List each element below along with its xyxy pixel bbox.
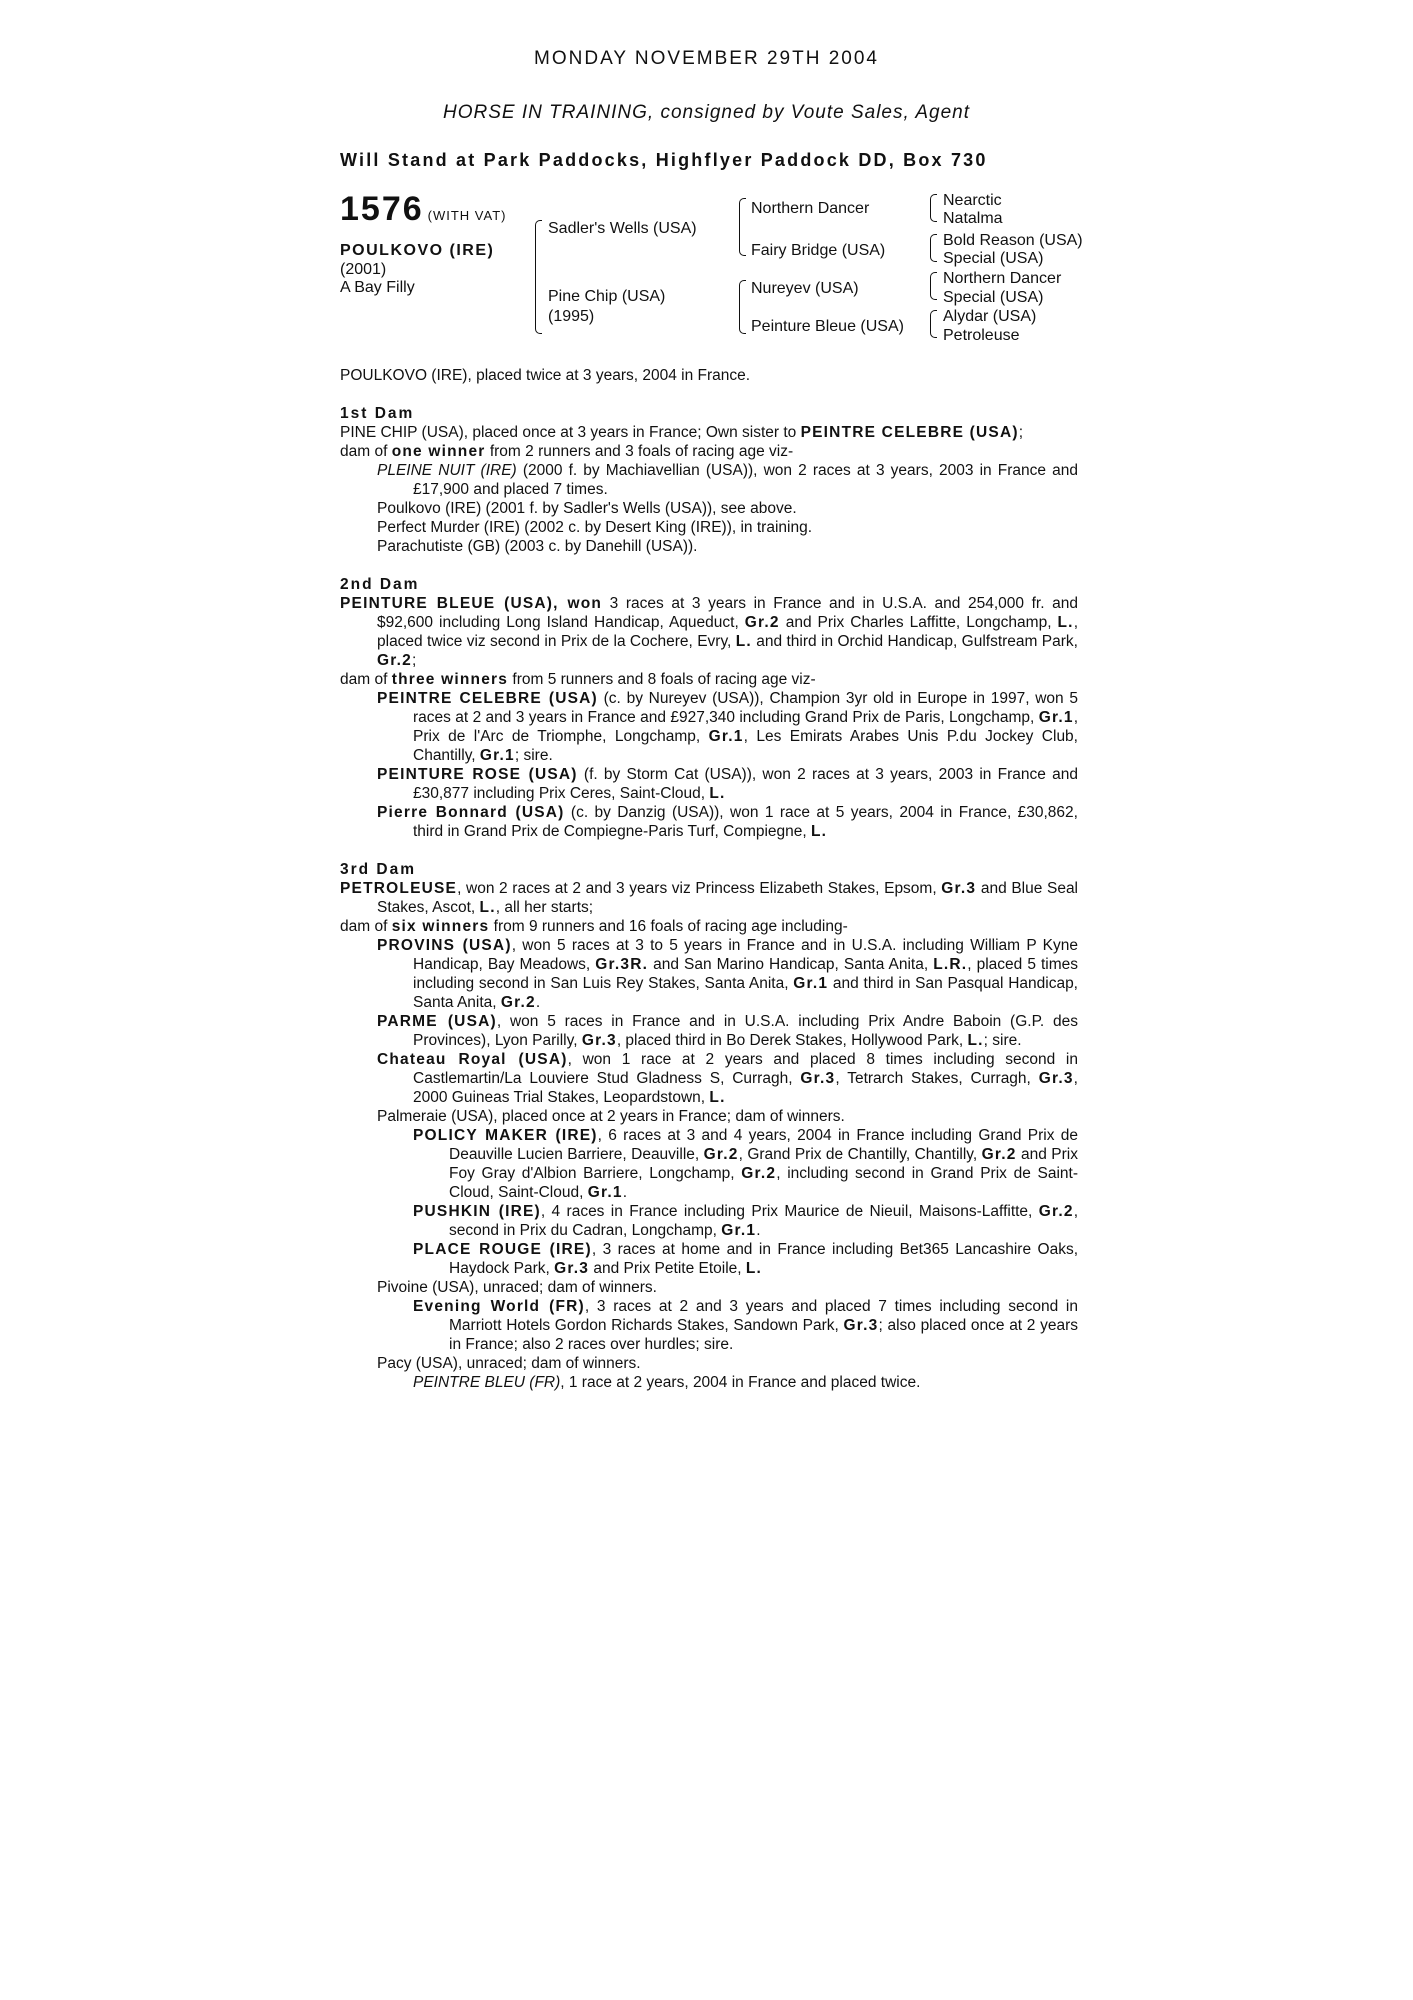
second-dam-produce: dam of three winners from 5 runners and 8 foals of racing age viz-	[340, 671, 816, 688]
pedigree-brace	[930, 194, 937, 222]
first-dam-heading: 1st Dam	[340, 405, 415, 422]
ss-sire: Nearctic	[943, 192, 1002, 209]
horse-name: POULKOVO (IRE)	[340, 242, 495, 259]
sire: Sadler's Wells (USA)	[548, 220, 697, 237]
third-dam-intro: PETROLEUSE, won 2 races at 2 and 3 years viz Princess Elizabeth Stakes, Epsom, Gr.3 and Blue Seal Stakes, Ascot, L., all her starts;	[340, 880, 1079, 916]
progeny-entry: Poulkovo (IRE) (2001 f. by Sadler's Wells (USA)), see above.	[377, 500, 797, 517]
dam: Pine Chip (USA)	[548, 288, 666, 305]
pedigree-brace	[930, 234, 937, 262]
grand-progeny-entry: PLACE ROUGE (IRE), 3 races at home and in France including Bet365 Lancashire Oaks, Haydock Park, Gr.3 and Prix Petite Etoile, L.	[413, 1241, 1079, 1277]
pedigree-brace	[930, 272, 937, 300]
catalogue-body	[340, 366, 1078, 1392]
horse-summary: POULKOVO (IRE), placed twice at 3 years, 2004 in France.	[340, 367, 751, 384]
progeny-entry: Pivoine (USA), unraced; dam of winners.	[377, 1279, 657, 1296]
dd-dam: Petroleuse	[943, 327, 1020, 344]
second-dam-intro: PEINTURE BLEUE (USA), won 3 races at 3 years in France and in U.S.A. and 254,000 fr. and $92,600 including Long Island Handicap, Aqueduct, Gr.2 and Prix Charles Laffitte, Longchamp, L., placed twice viz second in Prix de la Cochere, Evry, L. and third in Orchid Handicap, Gulfstream Park, Gr.2;	[340, 595, 1078, 669]
progeny-entry: PEINTURE ROSE (USA) (f. by Storm Cat (USA)), won 2 races at 3 years, 2003 in France and £30,877 including Prix Ceres, Saint-Cloud, L.	[377, 766, 1078, 802]
first-dam-intro: PINE CHIP (USA), placed once at 3 years in France; Own sister to PEINTRE CELEBRE (USA);	[340, 424, 1024, 441]
pedigree-brace	[739, 198, 746, 256]
third-dam-produce: dam of six winners from 9 runners and 16 foals of racing age including-	[340, 918, 848, 935]
ds-dam: Special (USA)	[943, 289, 1044, 306]
pedigree-block	[340, 190, 1120, 350]
dam-year: (1995)	[548, 308, 595, 325]
grand-progeny-entry: PEINTRE BLEU (FR), 1 race at 2 years, 2004 in France and placed twice.	[413, 1374, 921, 1391]
lot-number: 1576	[340, 190, 424, 228]
grand-progeny-entry: PUSHKIN (IRE), 4 races in France including Prix Maurice de Nieuil, Maisons-Laffitte, Gr.2, second in Prix du Cadran, Longchamp, Gr.1.	[413, 1203, 1078, 1239]
ss-dam: Natalma	[943, 210, 1003, 227]
sire-sire: Northern Dancer	[751, 200, 870, 217]
pedigree-brace	[535, 220, 542, 334]
horse-description: A Bay Filly	[340, 279, 415, 296]
sd-sire: Bold Reason (USA)	[943, 232, 1083, 249]
sale-date: MONDAY NOVEMBER 29TH 2004	[534, 48, 879, 69]
stand-location: Will Stand at Park Paddocks, Highflyer Paddock DD, Box 730	[340, 150, 988, 170]
dam-sire: Nureyev (USA)	[751, 280, 859, 297]
progeny-entry: Pacy (USA), unraced; dam of winners.	[377, 1355, 641, 1372]
sd-dam: Special (USA)	[943, 250, 1044, 267]
vat-note: (WITH VAT)	[427, 208, 507, 223]
dd-sire: Alydar (USA)	[943, 308, 1037, 325]
pedigree-brace	[930, 310, 937, 338]
progeny-entry: Parachutiste (GB) (2003 c. by Danehill (USA)).	[377, 538, 698, 555]
first-dam-produce: dam of one winner from 2 runners and 3 foals of racing age viz-	[340, 443, 794, 460]
horse-year: (2001)	[340, 261, 387, 278]
progeny-entry: PEINTRE CELEBRE (USA) (c. by Nureyev (USA)), Champion 3yr old in Europe in 1997, won 5 races at 2 and 3 years in France and £927,340 including Grand Prix de Paris, Longchamp, Gr.1, Prix de l'Arc de Triomphe, Longchamp, Gr.1, Les Emirats Arabes Unis P.du Jockey Club, Chantilly, Gr.1; sire.	[377, 690, 1078, 764]
third-dam-heading: 3rd Dam	[340, 861, 417, 878]
pedigree-brace	[739, 280, 746, 334]
progeny-entry: Perfect Murder (IRE) (2002 c. by Desert King (IRE)), in training.	[377, 519, 813, 536]
progeny-entry: Chateau Royal (USA), won 1 race at 2 years and placed 8 times including second in Castlemartin/La Louviere Stud Gladness S, Curragh, Gr.3, Tetrarch Stakes, Curragh, Gr.3, 2000 Guineas Trial Stakes, Leopardstown, L.	[377, 1051, 1078, 1106]
progeny-entry: PLEINE NUIT (IRE) (2000 f. by Machiavellian (USA)), won 2 races at 3 years, 2003 in France and £17,900 and placed 7 times.	[377, 462, 1079, 498]
lot-heading	[340, 190, 506, 229]
grand-progeny-entry: POLICY MAKER (IRE), 6 races at 3 and 4 years, 2004 in France including Grand Prix de Deauville Lucien Barriere, Deauville, Gr.2, Grand Prix de Chantilly, Chantilly, Gr.2 and Prix Foy Gray d'Albion Barriere, Longchamp, Gr.2, including second in Grand Prix de Saint-Cloud, Saint-Cloud, Gr.1.	[413, 1127, 1079, 1201]
progeny-entry: PROVINS (USA), won 5 races at 3 to 5 years in France and in U.S.A. including William P Kyne Handicap, Bay Meadows, Gr.3R. and San Marino Handicap, Santa Anita, L.R., placed 5 times including second in San Luis Rey Stakes, Santa Anita, Gr.1 and third in San Pasqual Handicap, Santa Anita, Gr.2.	[377, 937, 1078, 1011]
progeny-entry: Pierre Bonnard (USA) (c. by Danzig (USA)), won 1 race at 5 years, 2004 in France, £30,862, third in Grand Prix de Compiegne-Paris Turf, Compiegne, L.	[377, 804, 1078, 840]
dam-dam: Peinture Bleue (USA)	[751, 318, 904, 335]
grand-progeny-entry: Evening World (FR), 3 races at 2 and 3 years and placed 7 times including second in Marriott Hotels Gordon Richards Stakes, Sandown Park, Gr.3; also placed once at 2 years in France; also 2 races over hurdles; sire.	[413, 1298, 1078, 1353]
sire-dam: Fairy Bridge (USA)	[751, 242, 886, 259]
progeny-entry: Palmeraie (USA), placed once at 2 years in France; dam of winners.	[377, 1108, 845, 1125]
second-dam-heading: 2nd Dam	[340, 576, 420, 593]
consignment-line: HORSE IN TRAINING, consigned by Voute Sales, Agent	[443, 102, 970, 123]
ds-sire: Northern Dancer	[943, 270, 1062, 287]
progeny-entry: PARME (USA), won 5 races in France and in U.S.A. including Prix Andre Baboin (G.P. des Provinces), Lyon Parilly, Gr.3, placed third in Bo Derek Stakes, Hollywood Park, L.; sire.	[377, 1013, 1078, 1049]
